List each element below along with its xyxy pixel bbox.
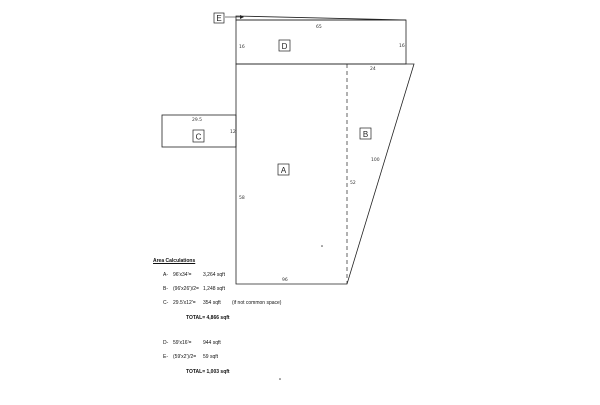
calc-row-a-label: A- xyxy=(163,272,168,278)
calc-row-c-label: C- xyxy=(163,300,169,306)
calc-total-1: TOTAL= 4,866 sqft xyxy=(186,315,230,321)
label-e: E xyxy=(216,14,222,23)
calc-row-d-label: D- xyxy=(163,340,169,346)
calc-row-a-formula: 96'x34'= xyxy=(173,272,192,278)
section-ab-outline xyxy=(236,64,414,284)
calc-row-d-area: 944 sqft xyxy=(203,340,221,346)
dim-top-width: 65 xyxy=(316,25,322,30)
calc-row-b-formula: (96'x26')/2= xyxy=(173,286,199,292)
calc-row-a-area: 3,264 sqft xyxy=(203,272,225,278)
calc-row-b-area: 1,248 sqft xyxy=(203,286,225,292)
dim-c-height: 12 xyxy=(230,130,236,135)
calc-row-b-label: B- xyxy=(163,286,168,292)
dim-c-width: 29.5 xyxy=(192,118,203,123)
label-a: A xyxy=(280,166,287,175)
dim-b-diagonal: 100 xyxy=(371,158,380,163)
calc-row-c-area: 354 sqft xyxy=(203,300,221,306)
dim-step-right: 24 xyxy=(370,67,376,72)
e-arrow-head xyxy=(240,15,244,19)
label-d: D xyxy=(281,42,288,51)
section-e-wedge xyxy=(236,16,406,20)
calc-row-d-formula: 59'x16'= xyxy=(173,340,192,346)
calc-row-e-area: 59 sqft xyxy=(203,354,219,360)
calc-total-2: TOTAL= 1,003 sqft xyxy=(186,369,230,375)
dim-b-inner: 52 xyxy=(350,181,356,186)
calc-row-c-note: (if not common space) xyxy=(232,300,282,306)
dim-a-height: 58 xyxy=(239,196,245,201)
label-b: B xyxy=(362,130,369,139)
calc-row-e-label: E- xyxy=(163,354,168,360)
calc-heading: Area Calculations xyxy=(153,258,196,264)
dim-d-right: 16 xyxy=(399,44,405,49)
stray-mark xyxy=(321,245,323,247)
dim-d-left: 16 xyxy=(239,45,245,50)
label-c: C xyxy=(195,132,202,142)
stray-mark xyxy=(279,378,281,380)
calc-row-e-formula: (59'x2')/2= xyxy=(173,354,197,360)
dim-bottom-width: 96 xyxy=(282,278,288,283)
calc-row-c-formula: 29.5'x12'= xyxy=(173,300,196,306)
